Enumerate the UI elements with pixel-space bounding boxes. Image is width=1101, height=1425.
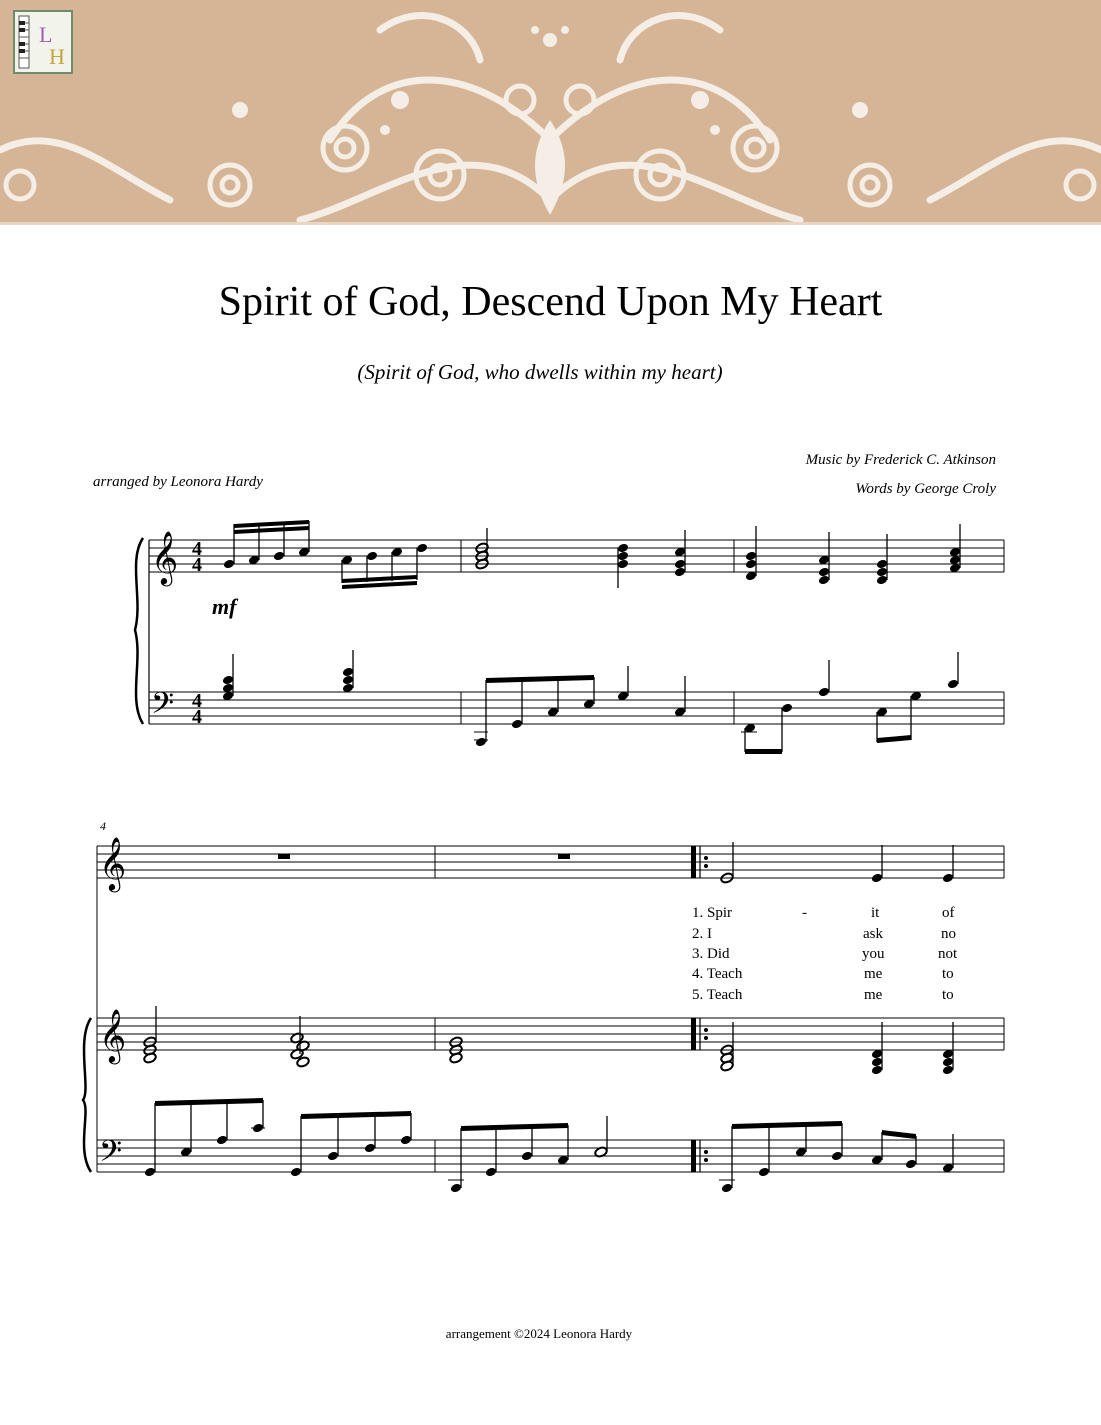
treble-m1-notes [223,520,428,589]
lyric-v5-1: 5. Teach [692,987,743,1003]
time-signature [192,538,202,728]
dynamic-marking: mf [212,594,237,619]
treble-clef-icon: 𝄞 [99,1008,127,1062]
lyric-v4-1: 4. Teach [692,966,743,982]
page-subtitle: (Spirit of God, who dwells within my heart) [357,360,723,384]
music-credit: Music by Frederick C. Atkinson [805,452,996,468]
bass-m2-notes [474,666,686,747]
lyric-hyphen: - [802,905,807,921]
svg-text:4: 4 [192,706,202,728]
svg-text:4: 4 [192,538,202,560]
grand-staff-brace [83,1018,91,1172]
lyric-v4-3: to [942,966,954,982]
measure-number: 4 [100,819,106,833]
piano-treble-staff [97,1018,1004,1050]
svg-text:4: 4 [192,554,202,576]
lyric-v1-3: of [942,905,955,921]
lyric-v2-1: 2. I [692,926,712,942]
lyric-v4-2: me [864,966,883,982]
treble-clef-icon: 𝄞 [99,836,127,890]
lyric-v1-1: 1. Spir [692,905,733,921]
words-credit: Words by George Croly [855,481,996,497]
logo-letter-h: H [49,44,65,69]
copyright-footer: arrangement ©2024 Leonora Hardy [445,1326,633,1341]
whole-rest [558,854,570,859]
lyric-v5-2: me [864,987,883,1003]
treble-m3-notes [745,524,961,585]
page-title: Spirit of God, Descend Upon My Heart [218,279,883,325]
bass-m1-notes [222,650,354,701]
bass-clef-icon: 𝄢 [151,687,175,728]
grand-staff-brace [135,538,143,724]
lyric-v5-3: to [942,987,954,1003]
treble-m2-notes [475,528,686,588]
lyric-v3-3: not [938,946,958,962]
lyric-v2-3: no [941,926,956,942]
piano-bass-notes [144,1098,954,1193]
system-2 [83,819,1004,1193]
bass-clef-icon: 𝄢 [99,1135,123,1176]
bass-staff [149,692,1004,724]
piano-treble-notes [143,1006,954,1075]
whole-rest [278,854,290,859]
logo-letter-l: L [39,22,53,47]
system-1 [135,520,1004,754]
treble-clef-icon: 𝄞 [151,530,179,584]
arranger-credit: arranged by Leonora Hardy [93,474,263,490]
lyrics-block [692,905,958,1003]
lyric-v3-2: you [862,946,885,962]
svg-text:4: 4 [192,690,202,712]
vocal-staff [97,846,1004,1172]
lyric-v3-1: 3. Did [692,946,730,962]
bass-m3-notes [741,652,959,754]
lyric-v2-2: ask [863,926,883,942]
piano-bass-staff [97,1140,1004,1172]
lyric-v1-2: it [871,905,880,921]
